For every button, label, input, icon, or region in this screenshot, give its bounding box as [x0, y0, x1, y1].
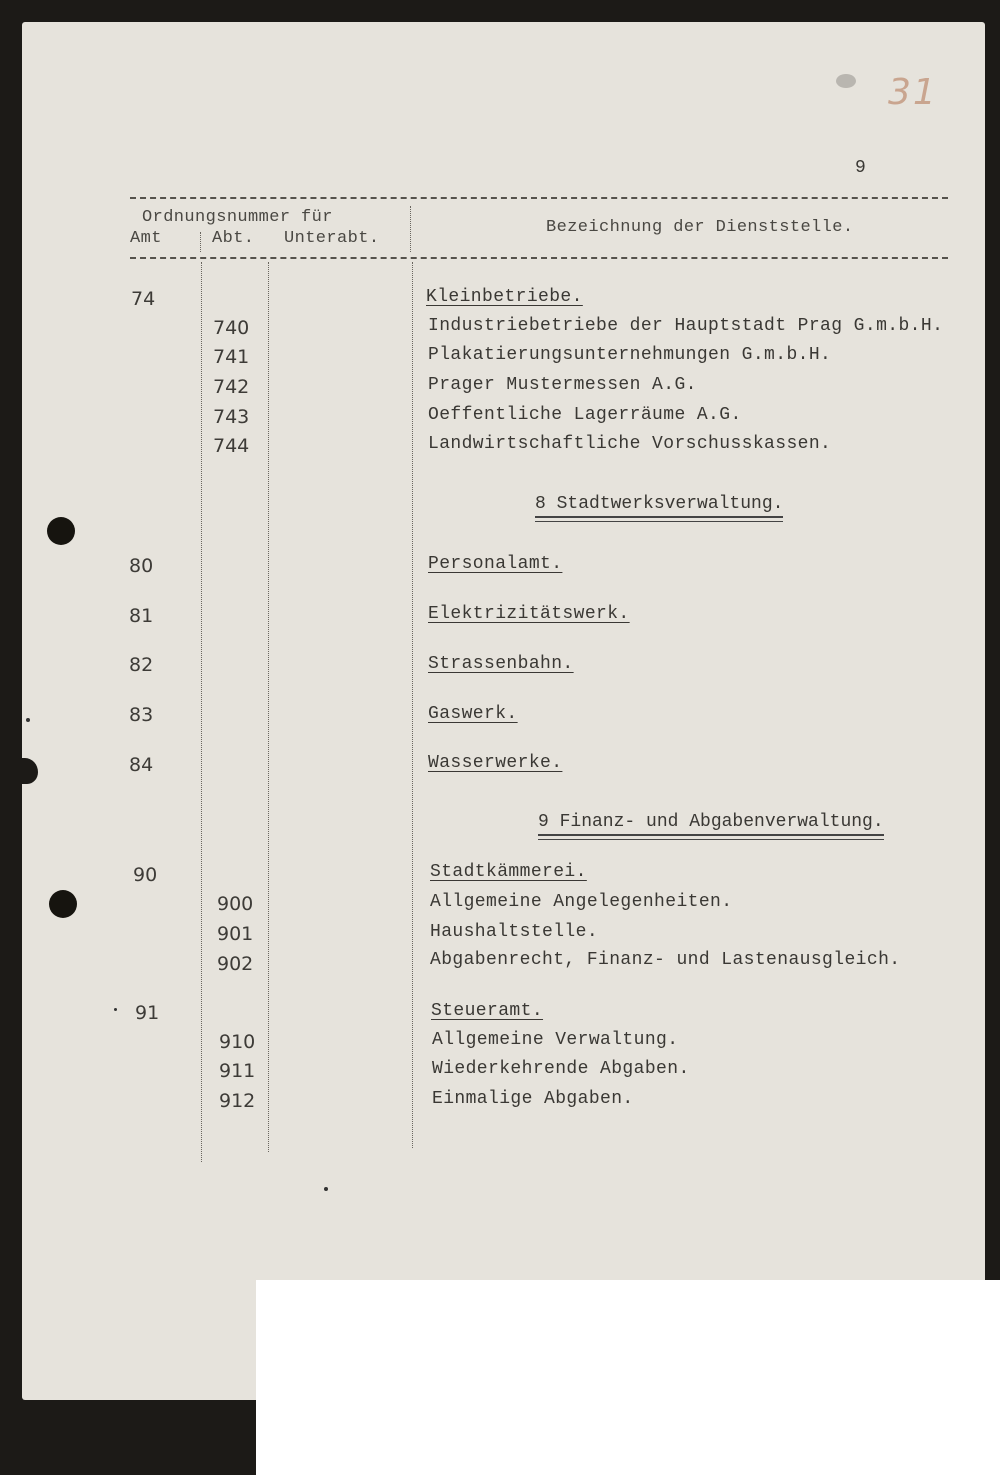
amt-number: 80: [129, 555, 154, 577]
ink-speck: [26, 718, 30, 722]
punch-hole-top: [47, 517, 75, 545]
amt-label: Steueramt.: [431, 1001, 544, 1021]
abt-label: Industriebetriebe der Hauptstadt Prag G.m.b.H.: [428, 316, 944, 336]
abt-label: Allgemeine Angelegenheiten.: [430, 892, 733, 912]
header-amt: Amt: [130, 229, 162, 248]
blank-area: [256, 1280, 1000, 1475]
amt-label: Strassenbahn.: [428, 654, 574, 674]
abt-label: Prager Mustermessen A.G.: [428, 375, 697, 395]
amt-label: Kleinbetriebe.: [426, 287, 583, 307]
abt-label: Abgabenrecht, Finanz- und Lastenausgleich.: [430, 950, 901, 970]
amt-label: Elektrizitätswerk.: [428, 604, 630, 624]
amt-number: 91: [135, 1002, 160, 1024]
amt-label: Wasserwerke.: [428, 753, 563, 773]
amt-label: Personalamt.: [428, 554, 563, 574]
section-heading: 9 Finanz- und Abgabenverwaltung.: [538, 812, 884, 836]
abt-number: 744: [213, 435, 250, 457]
header-unterabt: Unterabt.: [284, 229, 380, 248]
abt-label: Einmalige Abgaben.: [432, 1089, 634, 1109]
amt-label: Stadtkämmerei.: [430, 862, 587, 882]
header-top-rule: [130, 197, 948, 199]
section-heading: 8 Stadtwerksverwaltung.: [535, 494, 783, 518]
abt-number: 901: [217, 923, 254, 945]
abt-number: 902: [217, 953, 254, 975]
abt-number: 740: [213, 317, 250, 339]
amt-label: Gaswerk.: [428, 704, 518, 724]
abt-label: Landwirtschaftliche Vorschusskassen.: [428, 434, 832, 454]
amt-number: 82: [129, 654, 154, 676]
ink-speck: [324, 1187, 328, 1191]
abt-label: Plakatierungsunternehmungen G.m.b.H.: [428, 345, 832, 365]
abt-label: Oeffentliche Lagerräume A.G.: [428, 405, 742, 425]
abt-number: 900: [217, 893, 254, 915]
abt-number: 743: [213, 406, 250, 428]
header-ordnungsnummer: Ordnungsnummer für: [142, 208, 333, 227]
abt-number: 910: [219, 1031, 256, 1053]
handwritten-annotation: 31: [888, 72, 938, 113]
abt-label: Allgemeine Verwaltung.: [432, 1030, 679, 1050]
column-divider-unterabt-bezeichnung: [410, 206, 411, 252]
abt-number: 911: [219, 1060, 256, 1082]
punch-hole-bottom: [49, 890, 77, 918]
paper-stain: [836, 74, 856, 88]
header-abt: Abt.: [212, 229, 255, 248]
header-bezeichnung: Bezeichnung der Dienststelle.: [546, 218, 854, 237]
ink-speck: [114, 1008, 117, 1011]
abt-number: 742: [213, 376, 250, 398]
abt-number: 912: [219, 1090, 256, 1112]
amt-number: 81: [129, 605, 154, 627]
page-number: 9: [855, 158, 867, 178]
paper-tear: [14, 758, 38, 784]
column-divider-amt-abt: [200, 232, 201, 252]
header-bottom-rule: [130, 257, 948, 259]
column-divider-unterabt-bezeichnung: [412, 262, 413, 1148]
amt-number: 83: [129, 704, 154, 726]
abt-label: Wiederkehrende Abgaben.: [432, 1059, 690, 1079]
amt-number: 74: [131, 288, 156, 310]
abt-label: Haushaltstelle.: [430, 922, 599, 942]
abt-number: 741: [213, 346, 250, 368]
amt-number: 84: [129, 754, 154, 776]
amt-number: 90: [133, 864, 158, 886]
column-divider-amt-abt: [201, 262, 202, 1162]
column-divider-abt-unterabt: [268, 262, 269, 1152]
